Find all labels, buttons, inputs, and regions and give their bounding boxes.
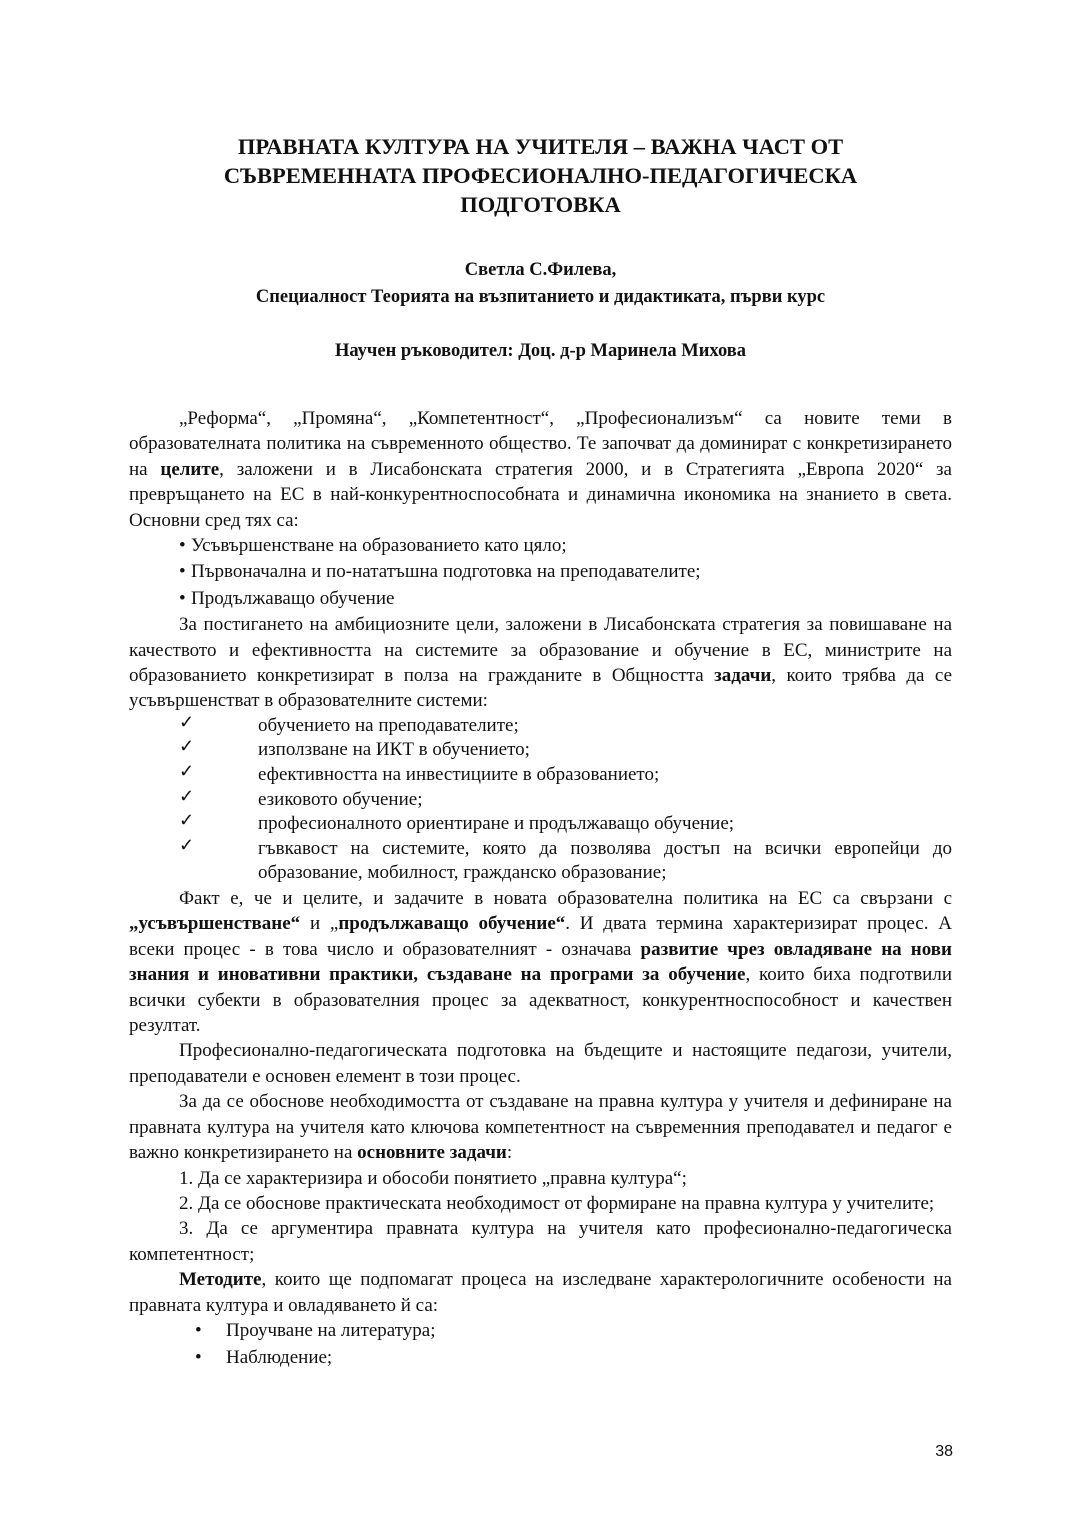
checkmark-icon: ✓ xyxy=(179,736,195,757)
goals-text-b: , които трябва да се усъвършенстват в образователните системи: xyxy=(129,665,953,712)
goals-bold-tasks: задачи xyxy=(714,665,772,687)
bullet-icon: • xyxy=(195,1319,202,1341)
fact-bold-continuing: продължаващо обучение“ xyxy=(338,913,566,935)
checklist-item xyxy=(129,738,952,763)
list-item xyxy=(195,1345,952,1372)
checkmark-icon: ✓ xyxy=(179,810,195,831)
intro-paragraph xyxy=(129,406,952,533)
bullet-icon: • xyxy=(179,535,186,557)
checklist-item xyxy=(129,812,952,837)
list-item-text: Първоначална и по-нататъшна подготовка на преподавателите; xyxy=(191,561,701,583)
intro-text-a: „Реформа“, „Промяна“, „Компетентност“, „Професионализъм“ са новите теми в образователната политика на съвременното общество. Те започват да доминират с конкретизирането на xyxy=(129,408,952,480)
need-bold-tasks: основните задачи xyxy=(357,1142,507,1164)
task-2: 2. Да се обоснове практическата необходимост от формиране на правна култура у учителите; xyxy=(179,1192,935,1214)
bullet-icon: • xyxy=(179,587,186,609)
list-item-text: Наблюдение; xyxy=(226,1346,333,1368)
fact-text-mid1: и „ xyxy=(300,913,339,935)
methods-text: , които ще подпомагат процеса на изследване характерологичните особености на правната култура и овладяването й са: xyxy=(129,1269,952,1316)
need-text-a: За да се обоснове необходимостта от създаване на правна култура у учителя и дефиниране на правната култура на учителя като ключова компетентност на съвременния преподавател и педагог е важно конкретизирането на xyxy=(129,1091,952,1164)
checklist-item-text: ефективността на инвестициите в образованието; xyxy=(258,764,660,786)
methods-paragraph xyxy=(129,1267,952,1318)
article-title xyxy=(129,132,952,219)
bullet-icon: • xyxy=(179,561,186,583)
list-item xyxy=(195,1318,952,1345)
fact-bold-development: развитие чрез овладяване на нови знания и иновативни практики, създаване на програми за обучение xyxy=(129,938,952,986)
fact-text-a: Факт е, че и целите, и задачите в новата образователна политика на ЕС са свързани с xyxy=(179,888,952,910)
article-body xyxy=(129,132,952,1371)
checklist-item-text: гъвкавост на системите, която да позволява достъп на всички европейци до образование, мобилност, гражданско образование; xyxy=(258,837,952,884)
task-1: 1. Да се характеризира и обособи понятието „правна култура“; xyxy=(179,1167,687,1189)
intro-text-b: , заложени и в Лисабонската стратегия 2000, и в Стратегията „Европа 2020“ за превръщането на ЕС в най-конкурентноспособната и динамична икономика на знанието в света. Основни сред тях са: xyxy=(129,458,952,531)
scientific-advisor: Научен ръководител: Доц. д-р Маринела Михова xyxy=(334,341,747,361)
list-item-text: Усъвършенстване на образованието като цяло; xyxy=(191,535,567,557)
intro-bold-goals: целите xyxy=(160,458,220,480)
methods-list xyxy=(129,1318,952,1371)
fact-paragraph xyxy=(129,886,952,1038)
goals-paragraph xyxy=(129,612,952,714)
list-item xyxy=(179,586,952,612)
task-3: 3. Да се аргументира правната култура на учителя като професионално-педагогическа компетентност; xyxy=(129,1218,952,1265)
tasks-checklist xyxy=(129,711,952,886)
author-name: Светла С.Филева, xyxy=(464,260,617,280)
checklist-item xyxy=(129,785,952,813)
list-item xyxy=(179,559,952,585)
checkmark-icon: ✓ xyxy=(179,785,195,806)
page-number: 38 xyxy=(935,1443,953,1460)
checklist-item-text: обучението на преподавателите; xyxy=(258,714,519,736)
fact-bold-improvement: „усъвършенстване“ xyxy=(129,913,301,935)
title-line-3: ПОДГОТОВКА xyxy=(460,192,621,217)
author-specialty: Специалност Теорията на възпитанието и дидактиката, първи курс xyxy=(255,287,826,307)
title-line-2: СЪВРЕМЕННАТА ПРОФЕСИОНАЛНО-ПЕДАГОГИЧЕСКА xyxy=(223,163,858,188)
fact-text-mid2: . И двата термина характеризират процес. А всеки процес - в това число и образователният - означава xyxy=(129,913,952,960)
list-item-text: Продължаващо обучение xyxy=(191,587,395,609)
checkmark-icon: ✓ xyxy=(179,711,195,732)
title-line-1: ПРАВНАТА КУЛТУРА НА УЧИТЕЛЯ – ВАЖНА ЧАСТ ОТ xyxy=(237,134,844,159)
checklist-item xyxy=(129,763,952,788)
checklist-item xyxy=(129,834,952,886)
checkmark-icon: ✓ xyxy=(179,834,195,855)
bullet-icon: • xyxy=(195,1346,202,1368)
checklist-item-text: използване на ИКТ в обучението; xyxy=(258,739,530,761)
fact-text-b: , които биха подготвили всички субекти в образователния процес за адекватност, конкурентноспособност и качествен резултат. xyxy=(129,964,952,1037)
eu-goals-list xyxy=(129,533,952,612)
professional-paragraph: Професионално-педагогическата подготовка на бъдещите и настоящите педагози, учители, преподаватели е основен елемент в този процес. xyxy=(129,1040,952,1087)
necessity-paragraph xyxy=(129,1089,952,1165)
checklist-item-text: езиковото обучение; xyxy=(258,788,423,810)
checkmark-icon: ✓ xyxy=(179,761,195,782)
list-item xyxy=(179,533,952,559)
goals-text-a: За постигането на амбициозните цели, заложени в Лисабонската стратегия за повишаване на качеството и ефективността на системите за образование и обучение в ЕС, министрите на образованието конкретизират в полза на гражданите в Общността xyxy=(129,614,952,687)
checklist-item xyxy=(129,711,952,739)
methods-bold: Методите xyxy=(179,1269,262,1291)
checklist-item-text: професионалното ориентиране и продължаващо обучение; xyxy=(258,813,735,835)
list-item-text: Проучване на литература; xyxy=(226,1319,436,1341)
need-text-b: : xyxy=(506,1142,513,1164)
